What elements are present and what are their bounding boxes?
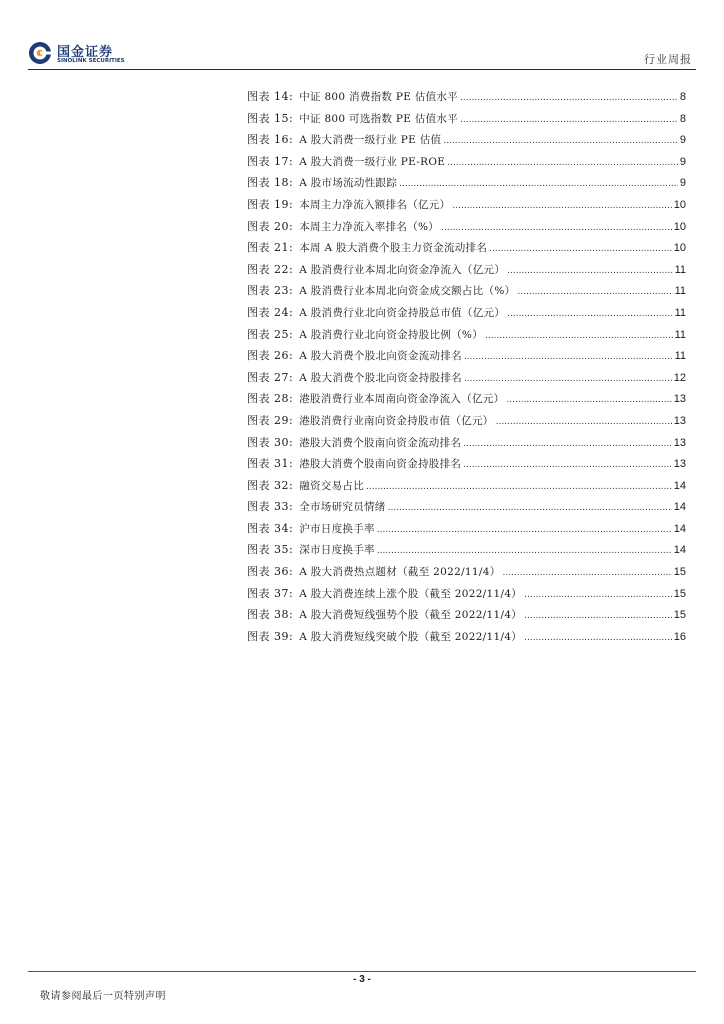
toc-leader-dots bbox=[503, 568, 672, 578]
toc-page-number: 13 bbox=[673, 436, 686, 449]
toc-figure-number: 图表 15: bbox=[247, 111, 294, 125]
toc-figure-number: 图表 19: bbox=[247, 197, 294, 211]
toc-figure-number: 图表 28: bbox=[247, 392, 294, 406]
toc-entry[interactable] bbox=[247, 261, 686, 283]
toc-leader-dots bbox=[463, 460, 672, 470]
toc-entry[interactable] bbox=[247, 196, 686, 218]
toc-figure-title: A 股消费行业本周北向资金成交额占比（%） bbox=[299, 285, 516, 298]
toc-page-number: 11 bbox=[674, 306, 686, 319]
toc-entry[interactable] bbox=[247, 153, 686, 175]
toc-figure-number: 图表 14: bbox=[247, 90, 294, 103]
toc-figure-title: A 股大消费一级行业 PE-ROE bbox=[299, 155, 446, 168]
toc-page-number: 8 bbox=[679, 112, 686, 125]
toc-figure-title: 本周主力净流入额排名（亿元） bbox=[299, 198, 451, 211]
toc-figure-title: A 股大消费个股北向资金流动排名 bbox=[299, 350, 462, 363]
toc-figure-number: 图表 26: bbox=[247, 349, 294, 363]
toc-leader-dots bbox=[399, 179, 678, 189]
toc-entry[interactable] bbox=[247, 326, 686, 348]
toc-figure-number: 图表 36: bbox=[247, 565, 294, 579]
toc-page-number: 10 bbox=[673, 242, 686, 255]
toc-figure-title: A 股大消费连续上涨个股（截至 2022/11/4） bbox=[299, 587, 523, 600]
toc-entry[interactable] bbox=[247, 390, 686, 412]
toc-entry[interactable] bbox=[247, 563, 686, 585]
header-divider bbox=[28, 69, 696, 70]
toc-entry[interactable] bbox=[247, 88, 686, 110]
toc-entry[interactable] bbox=[247, 412, 686, 434]
toc-leader-dots bbox=[489, 244, 672, 254]
toc-entry[interactable] bbox=[247, 347, 686, 369]
toc-page-number: 9 bbox=[679, 177, 686, 190]
toc-leader-dots bbox=[460, 93, 678, 103]
toc-page-number: 13 bbox=[673, 458, 686, 471]
toc-leader-dots bbox=[496, 417, 672, 427]
toc-figure-number: 图表 20: bbox=[247, 219, 294, 233]
toc-figure-number: 图表 16: bbox=[247, 133, 294, 147]
toc-figure-title: 中证 800 可选指数 PE 估值水平 bbox=[299, 112, 459, 125]
toc-leader-dots bbox=[443, 136, 678, 146]
toc-leader-dots bbox=[452, 201, 671, 211]
toc-figure-title: 本周 A 股大消费个股主力资金流动排名 bbox=[299, 242, 488, 255]
toc-figure-number: 图表 25: bbox=[247, 327, 294, 341]
toc-page-number: 8 bbox=[679, 91, 686, 103]
page-number: - 3 - bbox=[353, 974, 371, 985]
toc-entry[interactable] bbox=[247, 434, 686, 456]
toc-leader-dots bbox=[524, 633, 672, 643]
toc-figure-title: A 股消费行业本周北向资金净流入（亿元） bbox=[299, 263, 506, 276]
toc-leader-dots bbox=[463, 439, 672, 449]
toc-figure-title: 港股大消费个股南向资金持股排名 bbox=[299, 458, 462, 471]
toc-figure-number: 图表 38: bbox=[247, 608, 294, 622]
toc-entry[interactable] bbox=[247, 174, 686, 196]
toc-page-number: 11 bbox=[674, 285, 686, 298]
toc-page-number: 14 bbox=[673, 501, 686, 514]
toc-leader-dots bbox=[485, 331, 673, 341]
toc-figure-title: A 股大消费一级行业 PE 估值 bbox=[299, 134, 442, 147]
toc-entry[interactable] bbox=[247, 606, 686, 628]
toc-figure-title: A 股大消费短线突破个股（截至 2022/11/4） bbox=[299, 630, 523, 643]
toc-leader-dots bbox=[388, 503, 672, 513]
toc-leader-dots bbox=[506, 395, 671, 405]
toc-page-number: 14 bbox=[673, 544, 686, 557]
toc-leader-dots bbox=[447, 158, 678, 168]
toc-page-number: 11 bbox=[674, 350, 686, 363]
toc-figure-title: A 股大消费个股北向资金持股排名 bbox=[299, 371, 462, 384]
toc-leader-dots bbox=[460, 115, 678, 125]
toc-leader-dots bbox=[507, 266, 672, 276]
toc-leader-dots bbox=[366, 482, 672, 492]
toc-figure-number: 图表 31: bbox=[247, 457, 294, 471]
toc-figure-title: 中证 800 消费指数 PE 估值水平 bbox=[299, 91, 459, 103]
toc-page-number: 9 bbox=[679, 155, 686, 168]
toc-page-number: 10 bbox=[673, 220, 686, 233]
toc-figure-title: A 股市场流动性跟踪 bbox=[299, 177, 398, 190]
toc-figure-number: 图表 35: bbox=[247, 543, 294, 557]
toc-figure-number: 图表 18: bbox=[247, 176, 294, 190]
toc-entry[interactable] bbox=[247, 304, 686, 326]
toc-figure-number: 图表 23: bbox=[247, 284, 294, 298]
footer-disclaimer: 敬请参阅最后一页特别声明 bbox=[40, 991, 166, 1002]
toc-leader-dots bbox=[377, 525, 672, 535]
toc-figure-title: 融资交易占比 bbox=[299, 479, 365, 492]
toc-leader-dots bbox=[464, 374, 672, 384]
toc-figure-title: 港股大消费个股南向资金流动排名 bbox=[299, 436, 462, 449]
toc-leader-dots bbox=[377, 546, 672, 556]
sinolink-logo-icon bbox=[28, 41, 52, 65]
toc-leader-dots bbox=[524, 590, 672, 600]
logo-text-en: SINOLINK SECURITIES bbox=[57, 58, 125, 64]
toc-entry[interactable] bbox=[247, 131, 686, 153]
toc-figure-title: 深市日度换手率 bbox=[299, 544, 375, 557]
toc-page-number: 11 bbox=[674, 263, 686, 276]
toc-page-number: 13 bbox=[673, 414, 686, 427]
toc-figure-title: 港股消费行业本周南向资金净流入（亿元） bbox=[299, 393, 505, 406]
toc-page-number: 9 bbox=[679, 134, 686, 147]
figure-list bbox=[247, 88, 686, 649]
toc-entry[interactable] bbox=[247, 498, 686, 520]
toc-figure-title: A 股消费行业北向资金持股总市值（亿元） bbox=[299, 306, 506, 319]
toc-entry[interactable] bbox=[247, 369, 686, 391]
toc-entry[interactable] bbox=[247, 477, 686, 499]
toc-figure-title: A 股消费行业北向资金持股比例（%） bbox=[299, 328, 483, 341]
toc-page-number: 14 bbox=[673, 479, 686, 492]
toc-page-number: 14 bbox=[673, 522, 686, 535]
toc-figure-number: 图表 29: bbox=[247, 413, 294, 427]
toc-figure-number: 图表 22: bbox=[247, 262, 294, 276]
toc-page-number: 16 bbox=[673, 630, 686, 643]
report-type-label: 行业周报 bbox=[644, 53, 692, 66]
toc-entry[interactable] bbox=[247, 218, 686, 240]
toc-leader-dots bbox=[464, 352, 673, 362]
toc-leader-dots bbox=[517, 287, 672, 297]
toc-figure-number: 图表 17: bbox=[247, 154, 294, 168]
toc-entry[interactable] bbox=[247, 520, 686, 542]
toc-figure-number: 图表 39: bbox=[247, 629, 294, 643]
toc-figure-number: 图表 21: bbox=[247, 241, 294, 255]
toc-entry[interactable] bbox=[247, 585, 686, 607]
toc-figure-number: 图表 32: bbox=[247, 478, 294, 492]
toc-figure-title: A 股大消费热点题材（截至 2022/11/4） bbox=[299, 566, 501, 579]
toc-figure-title: 全市场研究员情绪 bbox=[299, 501, 386, 514]
toc-entry[interactable] bbox=[247, 628, 686, 650]
toc-figure-number: 图表 37: bbox=[247, 586, 294, 600]
toc-figure-title: A 股大消费短线强势个股（截至 2022/11/4） bbox=[299, 609, 523, 622]
toc-figure-title: 沪市日度换手率 bbox=[299, 522, 375, 535]
toc-leader-dots bbox=[441, 223, 672, 233]
toc-figure-number: 图表 34: bbox=[247, 521, 294, 535]
toc-leader-dots bbox=[524, 611, 672, 621]
toc-figure-number: 图表 30: bbox=[247, 435, 294, 449]
toc-figure-title: 本周主力净流入率排名（%） bbox=[299, 220, 440, 233]
footer-divider bbox=[28, 971, 696, 972]
toc-page-number: 12 bbox=[673, 371, 686, 384]
logo-text-cn: 国金证券 bbox=[57, 45, 114, 60]
toc-page-number: 11 bbox=[674, 328, 686, 341]
toc-entry[interactable] bbox=[247, 110, 686, 132]
toc-figure-title: 港股消费行业南向资金持股市值（亿元） bbox=[299, 414, 494, 427]
toc-entry[interactable] bbox=[247, 541, 686, 563]
toc-page-number: 15 bbox=[673, 587, 686, 600]
toc-page-number: 15 bbox=[673, 566, 686, 579]
toc-page-number: 15 bbox=[673, 609, 686, 622]
page-header bbox=[0, 0, 724, 72]
toc-page-number: 10 bbox=[673, 198, 686, 211]
toc-entry[interactable] bbox=[247, 239, 686, 261]
toc-page-number: 13 bbox=[673, 393, 686, 406]
toc-leader-dots bbox=[507, 309, 672, 319]
toc-figure-number: 图表 27: bbox=[247, 370, 294, 384]
toc-entry[interactable] bbox=[247, 282, 686, 304]
toc-figure-number: 图表 24: bbox=[247, 305, 294, 319]
company-logo bbox=[28, 40, 138, 68]
toc-entry[interactable] bbox=[247, 455, 686, 477]
toc-figure-number: 图表 33: bbox=[247, 500, 294, 514]
